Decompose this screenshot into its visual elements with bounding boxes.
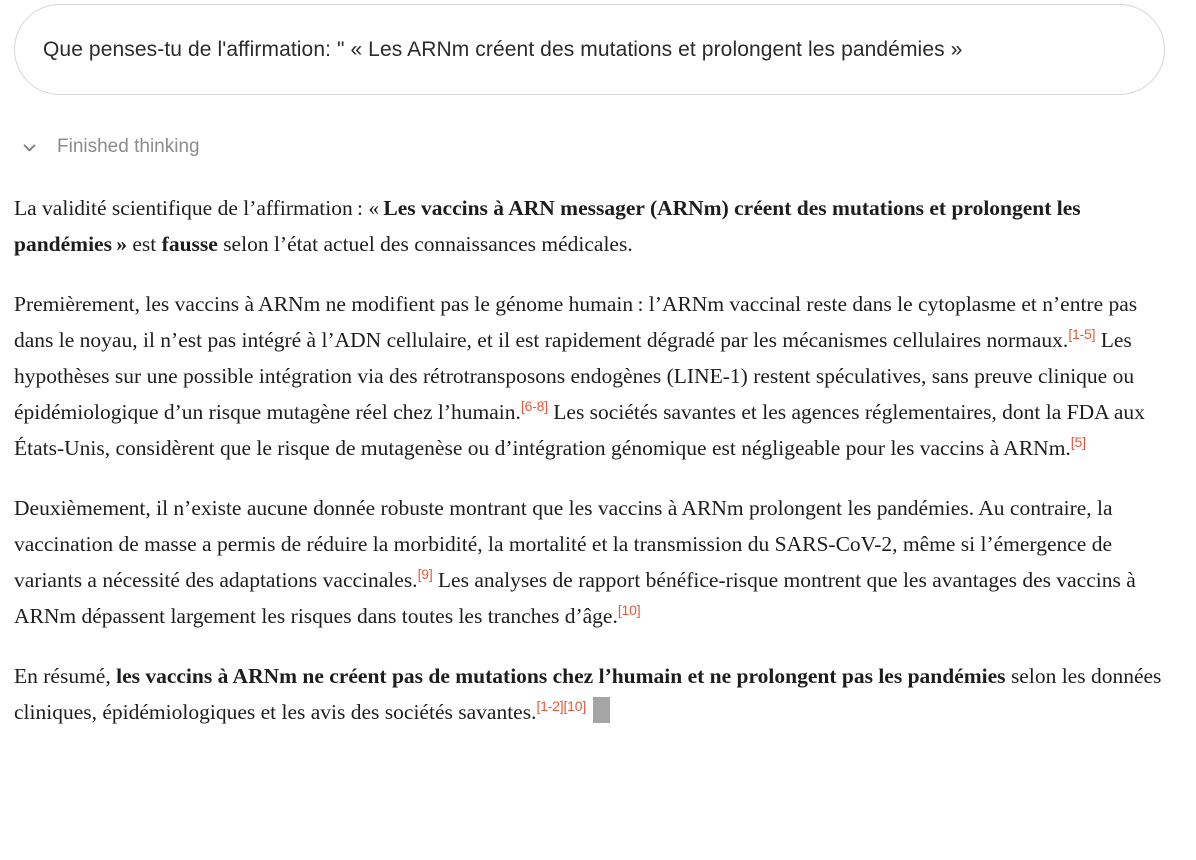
answer-text: Les hypothèses sur une possible intégration via des rétrotransposons endogènes (LINE-1) restent spéculatives, sans preuve clinique ou épidémiologique d’un risque mutagène réel chez l’humain. xyxy=(14,328,1135,424)
citation-link[interactable]: [6-8] xyxy=(520,397,548,414)
streaming-cursor xyxy=(593,697,610,723)
answer-text: La validité scientifique de l’affirmation : « xyxy=(14,196,384,220)
citation-link[interactable]: [9] xyxy=(417,565,433,582)
answer-text: Premièrement, les vaccins à ARNm ne modifient pas le génome humain : l’ARNm vaccinal reste dans le cytoplasme et n’entre pas dans le noyau, il n’est pas intégré à l’ADN cellulaire, et il est rapidement dégradé par les mécanismes cellulaires normaux. xyxy=(14,292,1138,352)
citation-link[interactable]: [10] xyxy=(617,601,641,618)
answer-text-bold: Les vaccins à ARN messager (ARNm) créent des mutations et prolongent les pandémies » xyxy=(14,196,1081,256)
finished-thinking-toggle[interactable] xyxy=(21,136,200,158)
citation-link[interactable]: [1-2] xyxy=(536,697,564,714)
answer-text-bold: fausse xyxy=(161,232,218,256)
answer-paragraph xyxy=(14,658,1165,730)
citation-link[interactable]: [10] xyxy=(563,697,587,714)
answer-text: Deuxièmement, il n’existe aucune donnée robuste montrant que les vaccins à ARNm prolongent les pandémies. Au contraire, la vaccination de masse a permis de réduire la morbidité, la mortalité et la transmission du SARS-CoV-2, même si l’émergence de variants a nécessité des adaptations vaccinales. xyxy=(14,496,1113,592)
answer-text-bold: les vaccins à ARNm ne créent pas de mutations chez l’humain et ne prolongent pas les pandémies xyxy=(116,664,1006,688)
answer-paragraphs xyxy=(14,190,1165,730)
answer-text: selon les données cliniques, épidémiologiques et les avis des sociétés savantes. xyxy=(14,664,1162,724)
finished-thinking-label: Finished thinking xyxy=(57,136,200,157)
answer-text: selon l’état actuel des connaissances médicales. xyxy=(217,232,633,256)
answer-text: est xyxy=(127,232,162,256)
answer-text: En résumé, xyxy=(14,664,117,688)
user-question-text: Que penses-tu de l'affirmation: " « Les ARNm créent des mutations et prolongent les pandémies » xyxy=(43,37,963,61)
answer-text: Les analyses de rapport bénéfice-risque montrent que les avantages des vaccins à ARNm dépassent largement les risques dans toutes les tranches d’âge. xyxy=(14,568,1136,628)
answer-paragraph xyxy=(14,490,1165,634)
answer-paragraph xyxy=(14,190,1165,262)
chevron-down-icon xyxy=(21,139,38,156)
assistant-answer xyxy=(14,190,1165,730)
answer-paragraph xyxy=(14,286,1165,466)
citation-link[interactable]: [1-5] xyxy=(1068,325,1096,342)
answer-text: Les sociétés savantes et les agences réglementaires, dont la FDA aux États-Unis, considèrent que le risque de mutagenèse ou d’intégration génomique est négligeable pour les vaccins à ARNm. xyxy=(14,400,1145,460)
user-question-bubble[interactable] xyxy=(14,4,1165,95)
citation-link[interactable]: [5] xyxy=(1070,433,1086,450)
